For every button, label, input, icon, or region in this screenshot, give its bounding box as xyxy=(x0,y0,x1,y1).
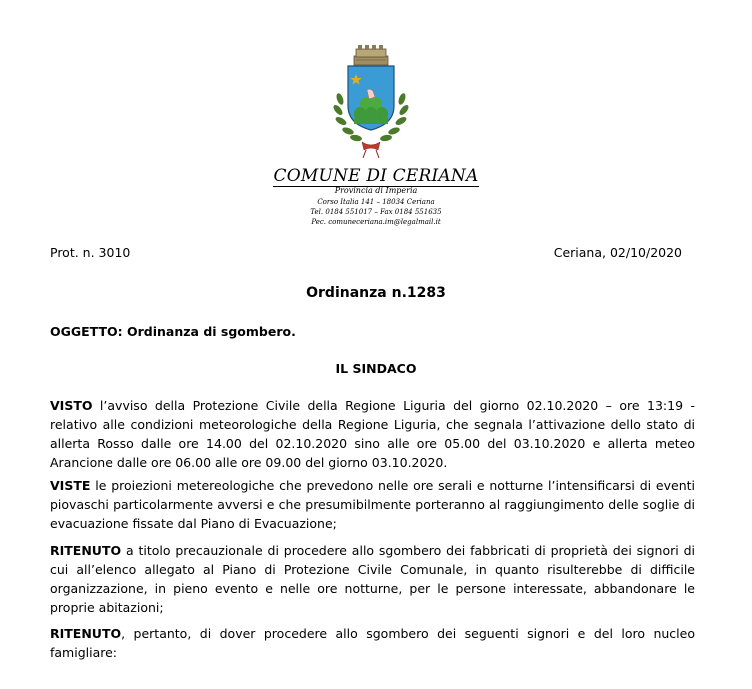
paragraph-viste: VISTE le proiezioni metereologiche che prevedono nelle ore serali e notturne l’intensificarsi di eventi piovaschi particolarmente avversi e che presumibilmente porteranno al raggiungimento delle soglie di evacuazione fissate dal Piano di Evacuazione; xyxy=(50,478,695,531)
phone-line: Tel. 0184 551017 – Fax 0184 551635 xyxy=(310,208,442,216)
ribbon-icon xyxy=(362,142,380,150)
paragraph-ritenuto-1: RITENUTO a titolo precauzionale di procedere allo sgombero dei fabbricati di proprietà dei signori di cui all’elenco allegato al Piano di Protezione Civile Comunale, in quanto risulterebbe di difficile organizzazione, in pieno evento e nelle ore notturne, per le persone interessate, abbandonare le proprie abitazioni; xyxy=(50,543,695,615)
mayor-heading: IL SINDACO xyxy=(335,361,417,376)
coat-of-arms-icon xyxy=(326,44,416,162)
comune-title: COMUNE DI CERIANA xyxy=(273,166,479,186)
crown-icon xyxy=(354,45,388,65)
ordinance-title: Ordinanza n.1283 xyxy=(306,285,446,301)
document-date: Ceriana, 02/10/2020 xyxy=(553,245,682,260)
pec-line: Pec. comuneceriana.im@legalmail.it xyxy=(311,218,441,226)
subject-line: OGGETTO: Ordinanza di sgombero. xyxy=(50,324,296,339)
address-line: Corso Italia 141 – 18034 Ceriana xyxy=(317,198,435,206)
paragraph-ritenuto-2: RITENUTO, pertanto, di dover procedere allo sgombero dei seguenti signori e del loro nucleo famigliare: xyxy=(50,626,695,660)
provincia-line: Provincia di Imperia xyxy=(334,186,418,195)
paragraph-visto: VISTO l’avviso della Protezione Civile della Regione Liguria del giorno 02.10.2020 – ore 13:19 - relativo alle condizioni meteorologiche della Regione Liguria, che segnala l’attivazione dello stato di allerta Rosso dalle ore 14.00 del 02.10.2020 sino alle ore 05.00 del 03.10.2020 e allerta meteo Arancione dalle ore 06.00 alle ore 09.00 del giorno 03.10.2020. xyxy=(50,398,695,470)
protocol-number: Prot. n. 3010 xyxy=(50,245,131,260)
